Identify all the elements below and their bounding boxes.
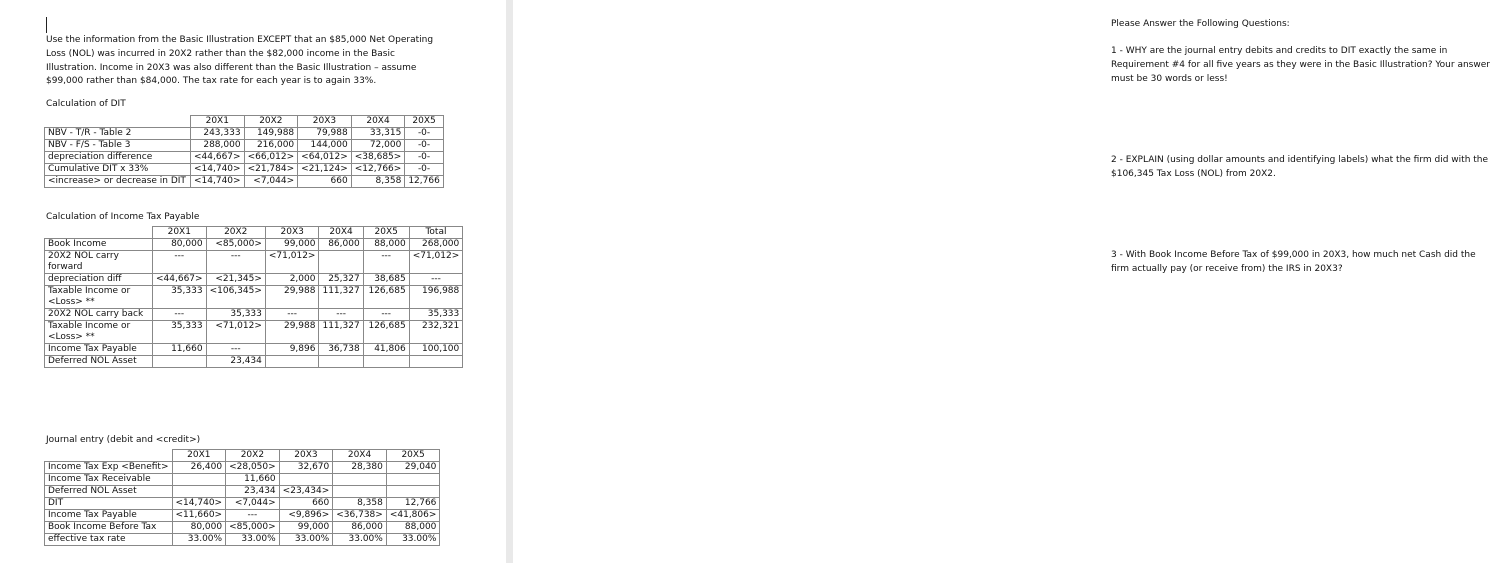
table-cell: 88,000 [386,522,440,534]
right-document-page [513,0,1490,563]
header-blank-cell [45,450,173,462]
table-cell: 12,766 [405,176,444,188]
table-cell: 33.00% [226,534,280,546]
table-cell: 144,000 [298,140,352,152]
column-header: 20X1 [172,450,226,462]
table-cell [386,486,440,498]
table-cell: --- [206,344,265,356]
row-label: NBV - F/S - Table 3 [45,140,191,152]
row-label: depreciation difference [45,152,191,164]
table-cell: <14,740> [172,498,226,510]
table-cell: <38,685> [351,152,405,164]
je-table [44,449,440,546]
column-header: 20X5 [405,116,444,128]
table-cell: 72,000 [351,140,405,152]
table-row [45,522,440,534]
row-label: Income Tax Payable [45,344,153,356]
column-header: 20X2 [244,116,298,128]
table-cell: 11,660 [153,344,207,356]
table-cell: 33.00% [172,534,226,546]
column-header: 20X1 [191,116,245,128]
column-header: Total [409,227,463,239]
left-document-page [0,0,513,563]
row-label: Taxable Income or <Loss> ** [45,286,153,309]
row-label: Book Income Before Tax [45,522,173,534]
table-row [45,239,463,251]
row-label: Income Tax Payable [45,510,173,522]
table-cell: 11,660 [226,474,280,486]
table-cell: 25,327 [319,274,363,286]
table-cell: <9,896> [279,510,333,522]
table-cell: 8,358 [333,498,387,510]
table-row [45,498,440,510]
table-cell: 149,988 [244,128,298,140]
row-label: 20X2 NOL carry back [45,309,153,321]
column-header: 20X4 [333,450,387,462]
table-cell: 196,988 [409,286,463,309]
table-cell: 2,000 [265,274,319,286]
table-cell: 80,000 [153,239,207,251]
table-row [45,344,463,356]
table-cell: <44,667> [191,152,245,164]
table-cell: 126,685 [363,321,409,344]
row-label: Income Tax Receivable [45,474,173,486]
table-cell [153,356,207,368]
table-cell: 86,000 [319,239,363,251]
table-cell: 9,896 [265,344,319,356]
table-cell [333,474,387,486]
table-cell: 35,333 [409,309,463,321]
table-cell: 79,988 [298,128,352,140]
table-cell: --- [153,251,207,274]
header-blank-cell [45,227,153,239]
table-cell: 88,000 [363,239,409,251]
row-label: Book Income [45,239,153,251]
table-cell: <11,660> [172,510,226,522]
column-header: 20X3 [265,227,319,239]
table-cell: <85,000> [226,522,280,534]
column-header: 20X2 [226,450,280,462]
table-cell: --- [153,309,207,321]
column-header: 20X3 [279,450,333,462]
table-cell [172,486,226,498]
table-cell: <12,766> [351,164,405,176]
table-cell: 33.00% [333,534,387,546]
table-cell: 80,000 [172,522,226,534]
table-cell: <23,434> [279,486,333,498]
table-row [45,321,463,344]
table-cell: <106,345> [206,286,265,309]
table-cell: <71,012> [206,321,265,344]
questions-header: Please Answer the Following Questions: [1111,19,1290,29]
table-row [45,356,463,368]
table-cell: --- [206,251,265,274]
je-header-row [45,450,440,462]
table-cell: 12,766 [386,498,440,510]
table-row [45,140,444,152]
table-cell: <21,784> [244,164,298,176]
table-row [45,274,463,286]
table-cell: 268,000 [409,239,463,251]
table-row [45,164,444,176]
table-cell: -0- [405,164,444,176]
row-label: Deferred NOL Asset [45,486,173,498]
table-cell [363,356,409,368]
je-title: Journal entry (debit and <credit>) [46,435,201,445]
question-3: 3 - With Book Income Before Tax of $99,000 in 20X3, how much net Cash did the firm actually pay (or receive from) the IRS in 20X3? [1111,250,1476,274]
row-label: effective tax rate [45,534,173,546]
table-cell: 8,358 [351,176,405,188]
table-cell: 29,988 [265,321,319,344]
row-label: NBV - T/R - Table 2 [45,128,191,140]
table-cell: <14,740> [191,164,245,176]
table-cell: 33.00% [386,534,440,546]
table-cell: <14,740> [191,176,245,188]
table-cell: -0- [405,140,444,152]
table-cell: 23,434 [226,486,280,498]
table-row [45,462,440,474]
table-cell: <28,050> [226,462,280,474]
table-cell: 243,333 [191,128,245,140]
table-cell: 29,040 [386,462,440,474]
table-cell: 23,434 [206,356,265,368]
table-cell: 28,380 [333,462,387,474]
row-label: Taxable Income or <Loss> ** [45,321,153,344]
table-cell: <21,345> [206,274,265,286]
intro-paragraph: Use the information from the Basic Illustration EXCEPT that an $85,000 Net Operating Loss (NOL) was incurred in 20X2 rather than the $82,000 income in the Basic Illustration. Income in 20X3 was also different than the Basic Illustration – assume $99,000 rather than $84,000. The tax rate for each year is to again 33%. [46,35,434,87]
row-label: Cumulative DIT x 33% [45,164,191,176]
column-header: 20X4 [319,227,363,239]
table-cell [279,474,333,486]
itp-header-row [45,227,463,239]
table-cell: 99,000 [279,522,333,534]
dit-table [44,115,444,188]
table-cell [319,356,363,368]
table-cell: <85,000> [206,239,265,251]
table-cell: 32,670 [279,462,333,474]
text-cursor [46,17,47,33]
table-row [45,474,440,486]
row-label: DIT [45,498,173,510]
table-cell: <7,044> [244,176,298,188]
column-header: 20X3 [298,116,352,128]
table-cell: 38,685 [363,274,409,286]
table-cell: <36,738> [333,510,387,522]
table-row [45,510,440,522]
table-cell: 86,000 [333,522,387,534]
table-cell: 29,988 [265,286,319,309]
table-cell: 660 [279,498,333,510]
table-cell: --- [319,309,363,321]
table-cell [265,356,319,368]
question-2: 2 - EXPLAIN (using dollar amounts and identifying labels) what the firm did with the $106,345 Tax Loss (NOL) from 20X2. [1111,155,1489,179]
table-cell: 111,327 [319,321,363,344]
table-cell: <71,012> [409,251,463,274]
table-cell [409,356,463,368]
table-cell: <64,012> [298,152,352,164]
column-header: 20X4 [351,116,405,128]
header-blank-cell [45,116,191,128]
table-cell: --- [409,274,463,286]
row-label: 20X2 NOL carry forward [45,251,153,274]
table-row [45,152,444,164]
table-row [45,534,440,546]
column-header: 20X5 [386,450,440,462]
table-cell [333,486,387,498]
table-row [45,128,444,140]
dit-header-row [45,116,444,128]
table-row [45,309,463,321]
table-cell [319,251,363,274]
table-cell: 216,000 [244,140,298,152]
table-cell: 288,000 [191,140,245,152]
table-cell: 41,806 [363,344,409,356]
table-cell: <7,044> [226,498,280,510]
table-cell: 126,685 [363,286,409,309]
row-label: Income Tax Exp <Benefit> [45,462,173,474]
table-cell: 35,333 [153,286,207,309]
row-label: <increase> or decrease in DIT [45,176,191,188]
table-row [45,176,444,188]
table-cell: -0- [405,128,444,140]
table-cell: --- [265,309,319,321]
table-cell: <41,806> [386,510,440,522]
table-cell: 36,738 [319,344,363,356]
table-cell: 100,100 [409,344,463,356]
row-label: Deferred NOL Asset [45,356,153,368]
table-cell: 232,321 [409,321,463,344]
table-row [45,486,440,498]
table-cell: --- [226,510,280,522]
table-cell: -0- [405,152,444,164]
table-cell: <21,124> [298,164,352,176]
itp-table [44,226,463,368]
table-cell: 660 [298,176,352,188]
question-1: 1 - WHY are the journal entry debits and credits to DIT exactly the same in Requirement #4 for all five years as they were in the Basic Illustration? Your answer must be 30 words or less! [1111,46,1490,84]
table-row [45,286,463,309]
table-cell [172,474,226,486]
table-cell: --- [363,309,409,321]
table-cell: --- [363,251,409,274]
row-label: depreciation diff [45,274,153,286]
table-cell: 99,000 [265,239,319,251]
table-cell: <66,012> [244,152,298,164]
table-cell: 26,400 [172,462,226,474]
dit-title: Calculation of DIT [46,99,126,109]
table-cell: 35,333 [206,309,265,321]
column-header: 20X5 [363,227,409,239]
table-cell: 35,333 [153,321,207,344]
table-cell: 33,315 [351,128,405,140]
table-row [45,251,463,274]
table-cell: 33.00% [279,534,333,546]
table-cell: <44,667> [153,274,207,286]
table-cell: <71,012> [265,251,319,274]
column-header: 20X2 [206,227,265,239]
itp-title: Calculation of Income Tax Payable [46,212,200,222]
table-cell [386,474,440,486]
table-cell: 111,327 [319,286,363,309]
column-header: 20X1 [153,227,207,239]
